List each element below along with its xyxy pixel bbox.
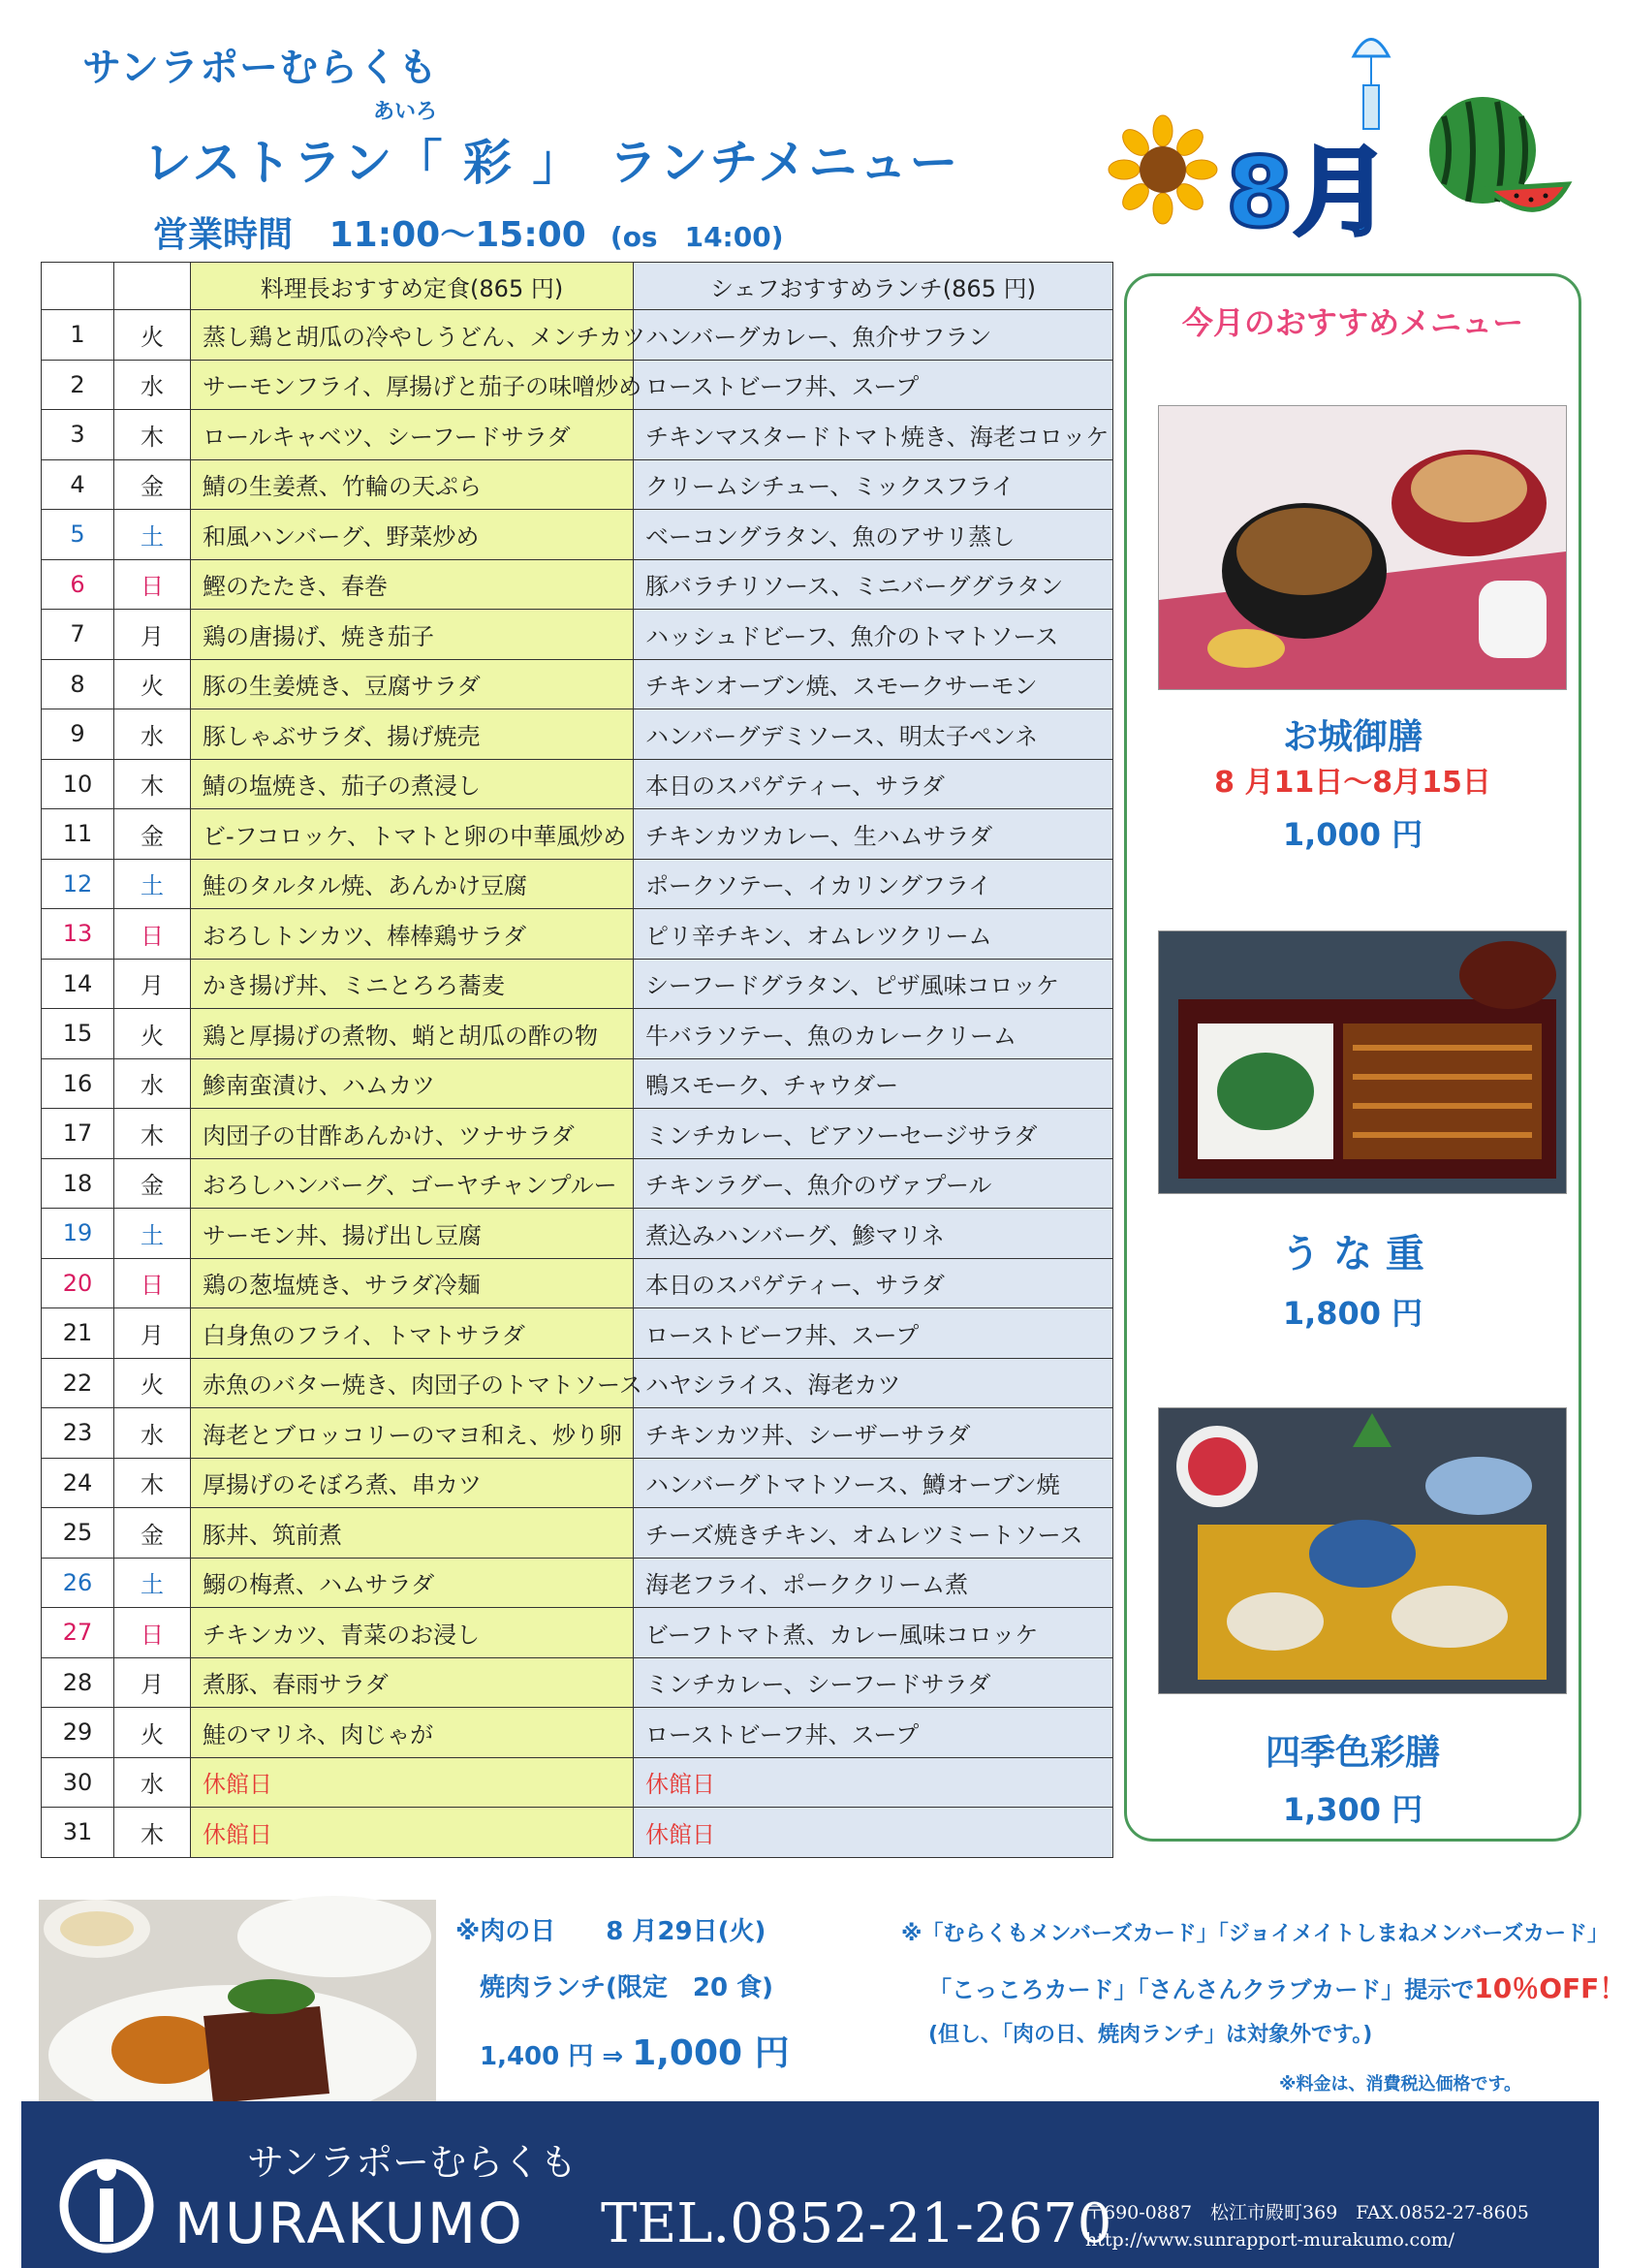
chef-set-cell: 蒸し鶏と胡瓜の冷やしうどん、メンチカツ [191,310,634,361]
table-row [42,1408,1113,1459]
chef-lunch-cell: ミンチカレー、シーフードサラダ [634,1657,1113,1708]
last-order: (os 14:00) [610,221,784,253]
chef-lunch-cell: ビーフトマト煮、カレー風味コロッケ [634,1608,1113,1658]
chef-lunch-cell: ベーコングラタン、魚のアサリ蒸し [634,510,1113,560]
day-cell: 4 [42,459,114,510]
table-row [42,1808,1113,1858]
table-row [42,1558,1113,1608]
chef-lunch-cell: ピリ辛チキン、オムレツクリーム [634,909,1113,960]
dish3-name: 四季色彩膳 [1265,1733,1440,1773]
day-cell: 5 [42,510,114,560]
footer-url[interactable]: http://www.sunrapport-murakumo.com/ [1085,2229,1455,2251]
chef-set-cell: 煮豚、春雨サラダ [191,1657,634,1708]
table-row [42,1209,1113,1259]
table-row [42,759,1113,809]
day-cell: 31 [42,1808,114,1858]
weekday-cell: 水 [114,1408,191,1459]
day-cell: 28 [42,1657,114,1708]
chef-lunch-cell: ハンバーグデミソース、明太子ペンネ [634,709,1113,760]
chef-lunch-cell: シーフードグラタン、ピザ風味コロッケ [634,959,1113,1009]
table-row [42,1458,1113,1508]
day-cell: 17 [42,1109,114,1159]
chef-set-cell: 鶏と厚揚げの煮物、蛸と胡瓜の酢の物 [191,1009,634,1059]
table-row [42,959,1113,1009]
weekday-cell: 火 [114,1358,191,1408]
weekday-cell: 日 [114,1608,191,1658]
chef-set-cell: 休館日 [191,1757,634,1808]
member-cards-line: ※「むらくもメンバーズカード」「ジョイメイトしまねメンバーズカード」 [901,1922,1610,1946]
old-price: 1,400 円 ⇒ [480,2042,633,2071]
weekday-cell: 月 [114,1657,191,1708]
chef-lunch-cell: 休館日 [634,1808,1113,1858]
chef-set-cell: 白身魚のフライ、トマトサラダ [191,1308,634,1359]
table-row [42,659,1113,709]
day-cell: 9 [42,709,114,760]
weekday-cell: 木 [114,1109,191,1159]
day-cell: 25 [42,1508,114,1559]
day-cell: 16 [42,1058,114,1109]
chef-set-cell: 赤魚のバター焼き、肉団子のトマトソース [191,1358,634,1408]
new-price: 1,000 円 [632,2033,790,2073]
header-weekday [114,263,191,310]
weekday-cell: 金 [114,459,191,510]
day-cell: 24 [42,1458,114,1508]
weekday-cell: 水 [114,1058,191,1109]
day-cell: 10 [42,759,114,809]
chef-lunch-cell: ハンバーグカレー、魚介サフラン [634,310,1113,361]
weekday-cell: 土 [114,510,191,560]
footer-address: 〒690-0887 松江市殿町369 FAX.0852-27-8605 [1085,2202,1529,2223]
chef-set-cell: サーモンフライ、厚揚げと茄子の味噌炒め [191,360,634,410]
chef-set-cell: おろしハンバーグ、ゴーヤチャンプルー [191,1158,634,1209]
dish2-price: 1,800 円 [1282,1295,1423,1332]
day-cell: 14 [42,959,114,1009]
table-row [42,510,1113,560]
day-cell: 2 [42,360,114,410]
chef-lunch-cell: ミンチカレー、ビアソーセージサラダ [634,1109,1113,1159]
table-row [42,859,1113,909]
chef-lunch-cell: チキンオーブン焼、スモークサーモン [634,659,1113,709]
header-chef-set: 料理長おすすめ定食(865 円) [191,263,634,310]
day-cell: 26 [42,1558,114,1608]
weekday-cell: 金 [114,1508,191,1559]
day-cell: 15 [42,1009,114,1059]
chef-set-cell: 鰯の梅煮、ハムサラダ [191,1558,634,1608]
chef-set-cell: 豚しゃぶサラダ、揚げ焼売 [191,709,634,760]
day-cell: 12 [42,859,114,909]
table-row [42,909,1113,960]
table-row [42,1009,1113,1059]
day-cell: 30 [42,1757,114,1808]
hours-value: 11:00〜15:00 [328,215,586,255]
chef-lunch-cell: 煮込みハンバーグ、鯵マリネ [634,1209,1113,1259]
chef-lunch-cell: 本日のスパゲティー、サラダ [634,759,1113,809]
day-cell: 23 [42,1408,114,1459]
weekday-cell: 火 [114,659,191,709]
chef-lunch-cell: 牛バラソテー、魚のカレークリーム [634,1009,1113,1059]
table-row [42,360,1113,410]
chef-set-cell: 鯖の塩焼き、茄子の煮浸し [191,759,634,809]
day-cell: 7 [42,610,114,660]
day-cell: 1 [42,310,114,361]
chef-set-cell: 厚揚げのそぼろ煮、串カツ [191,1458,634,1508]
dish1-name: お城御膳 [1282,717,1423,757]
table-row [42,1708,1113,1758]
table-row [42,1608,1113,1658]
chef-set-cell: ビ-フコロッケ、トマトと卵の中華風炒め [191,809,634,860]
weekday-cell: 火 [114,310,191,361]
chef-set-cell: 豚の生姜焼き、豆腐サラダ [191,659,634,709]
discount-cards: 「こっころカード」「さんさんクラブカード」提示で [928,1976,1475,2003]
footer-kana: サンラポーむらくも [247,2141,578,2184]
chef-set-cell: 和風ハンバーグ、野菜炒め [191,510,634,560]
business-hours [153,207,784,257]
day-cell: 3 [42,410,114,460]
chef-lunch-cell: チキンカツカレー、生ハムサラダ [634,809,1113,860]
day-cell: 8 [42,659,114,709]
chef-set-cell: 鶏の唐揚げ、焼き茄子 [191,610,634,660]
sunflower-icon [1110,116,1216,223]
day-cell: 21 [42,1308,114,1359]
restaurant-title: レストラン「 彩 」 ランチメニュー [143,135,960,191]
weekday-cell: 木 [114,1458,191,1508]
table-row [42,610,1113,660]
oshiro-gozen-photo [1158,405,1567,690]
table-row [42,559,1113,610]
weekday-cell: 水 [114,1757,191,1808]
day-cell: 27 [42,1608,114,1658]
day-cell: 18 [42,1158,114,1209]
menu-body [42,310,1113,1858]
day-cell: 29 [42,1708,114,1758]
month-badge: 8月 [1226,136,1391,249]
dish3-price: 1,300 円 [1282,1791,1423,1828]
watermelon-icon [1415,87,1570,233]
chef-set-cell: 鮭のタルタル焼、あんかけ豆腐 [191,859,634,909]
weekday-cell: 日 [114,1258,191,1308]
restaurant-ruby: あいろ [373,100,438,124]
weekday-cell: 日 [114,909,191,960]
discount-line [928,1968,1626,2006]
table-row [42,709,1113,760]
dish1-price: 1,000 円 [1282,816,1423,853]
chef-lunch-cell: 休館日 [634,1757,1113,1808]
weekday-cell: 土 [114,859,191,909]
shiki-irodori-zen-photo [1158,1407,1567,1694]
dish2-name: う な 重 [1281,1232,1424,1276]
weekday-cell: 金 [114,809,191,860]
chef-set-cell: 肉団子の甘酢あんかけ、ツナサラダ [191,1109,634,1159]
footer-brand: MURAKUMO [174,2190,524,2256]
chef-set-cell: チキンカツ、青菜のお浸し [191,1608,634,1658]
day-cell: 11 [42,809,114,860]
day-cell: 20 [42,1258,114,1308]
chef-lunch-cell: ローストビーフ丼、スープ [634,1308,1113,1359]
chef-set-cell: 鰹のたたき、春巻 [191,559,634,610]
weekday-cell: 水 [114,709,191,760]
day-cell: 19 [42,1209,114,1259]
meat-day-price [480,2026,790,2075]
chef-set-cell: 海老とブロッコリーのマヨ和え、炒り卵 [191,1408,634,1459]
chef-lunch-cell: ハッシュドビーフ、魚介のトマトソース [634,610,1113,660]
weekday-cell: 火 [114,1708,191,1758]
chef-lunch-cell: チキンカツ丼、シーザーサラダ [634,1408,1113,1459]
chef-set-cell: 鮭のマリネ、肉じゃが [191,1708,634,1758]
discount-percent: 10％OFF！ [1474,1972,1626,2004]
chef-lunch-cell: チキンラグー、魚介のヴァプール [634,1158,1113,1209]
tax-note: ※料金は、消費税込価格です。 [1279,2074,1522,2095]
chef-lunch-cell: ハヤシライス、海老カツ [634,1358,1113,1408]
chef-set-cell: サーモン丼、揚げ出し豆腐 [191,1209,634,1259]
table-row [42,459,1113,510]
chef-lunch-cell: ポークソテー、イカリングフライ [634,859,1113,909]
meat-day-line: ※肉の日 8 月29日(火) [455,1917,766,1946]
yakiniku-lunch-line: 焼肉ランチ(限定 20 食) [480,1973,773,2002]
weekday-cell: 土 [114,1209,191,1259]
weekday-cell: 土 [114,1558,191,1608]
weekday-cell: 月 [114,610,191,660]
chef-set-cell: 豚丼、筑前煮 [191,1508,634,1559]
footer-tel: TEL.0852-21-2670 [601,2192,1112,2255]
table-row [42,1308,1113,1359]
day-cell: 6 [42,559,114,610]
chef-lunch-cell: ローストビーフ丼、スープ [634,360,1113,410]
chef-lunch-cell: 本日のスパゲティー、サラダ [634,1258,1113,1308]
facility-name: サンラポーむらくも [82,46,438,90]
chef-set-cell: 鶏の葱塩焼き、サラダ冷麺 [191,1258,634,1308]
table-row [42,1058,1113,1109]
exclusion-note: (但し、「肉の日、焼肉ランチ」は対象外です。) [928,2023,1373,2047]
recommend-title: 今月のおすすめメニュー [1181,304,1524,341]
weekday-cell: 金 [114,1158,191,1209]
chef-lunch-cell: クリームシチュー、ミックスフライ [634,459,1113,510]
table-row [42,1109,1113,1159]
weekday-cell: 月 [114,959,191,1009]
header-day [42,263,114,310]
weekday-cell: 日 [114,559,191,610]
table-row [42,809,1113,860]
chef-lunch-cell: ローストビーフ丼、スープ [634,1708,1113,1758]
table-row [42,310,1113,361]
chef-set-cell: 休館日 [191,1808,634,1858]
hours-label: 営業時間 [153,215,294,255]
chef-set-cell: 鯵南蛮漬け、ハムカツ [191,1058,634,1109]
murakumo-logo-icon [53,2150,160,2256]
chef-set-cell: 鯖の生姜煮、竹輪の天ぷら [191,459,634,510]
table-row [42,1757,1113,1808]
table-row [42,1657,1113,1708]
chef-lunch-cell: 豚バラチリソース、ミニバーググラタン [634,559,1113,610]
chef-set-cell: ロールキャベツ、シーフードサラダ [191,410,634,460]
chef-lunch-cell: チーズ焼きチキン、オムレツミートソース [634,1508,1113,1559]
weekday-cell: 木 [114,410,191,460]
chef-set-cell: おろしトンカツ、棒棒鶏サラダ [191,909,634,960]
chef-lunch-cell: チキンマスタードトマト焼き、海老コロッケ [634,410,1113,460]
weekday-cell: 木 [114,759,191,809]
yakiniku-lunch-photo [39,1900,436,2132]
chef-lunch-cell: ハンバーグトマトソース、鱒オーブン焼 [634,1458,1113,1508]
chef-lunch-cell: 海老フライ、ポーククリーム煮 [634,1558,1113,1608]
lunch-menu-table [41,262,1113,1858]
header-chef-lunch: シェフおすすめランチ(865 円) [634,263,1113,310]
table-row [42,410,1113,460]
weekday-cell: 水 [114,360,191,410]
table-row [42,1258,1113,1308]
day-cell: 13 [42,909,114,960]
weekday-cell: 月 [114,1308,191,1359]
weekday-cell: 火 [114,1009,191,1059]
unaju-photo [1158,930,1567,1194]
day-cell: 22 [42,1358,114,1408]
table-row [42,1358,1113,1408]
dish1-dates: 8 月11日〜8月15日 [1214,766,1491,800]
table-header-row [42,263,1113,310]
chef-lunch-cell: 鴨スモーク、チャウダー [634,1058,1113,1109]
table-row [42,1158,1113,1209]
chef-set-cell: かき揚げ丼、ミニとろろ蕎麦 [191,959,634,1009]
table-row [42,1508,1113,1559]
weekday-cell: 木 [114,1808,191,1858]
